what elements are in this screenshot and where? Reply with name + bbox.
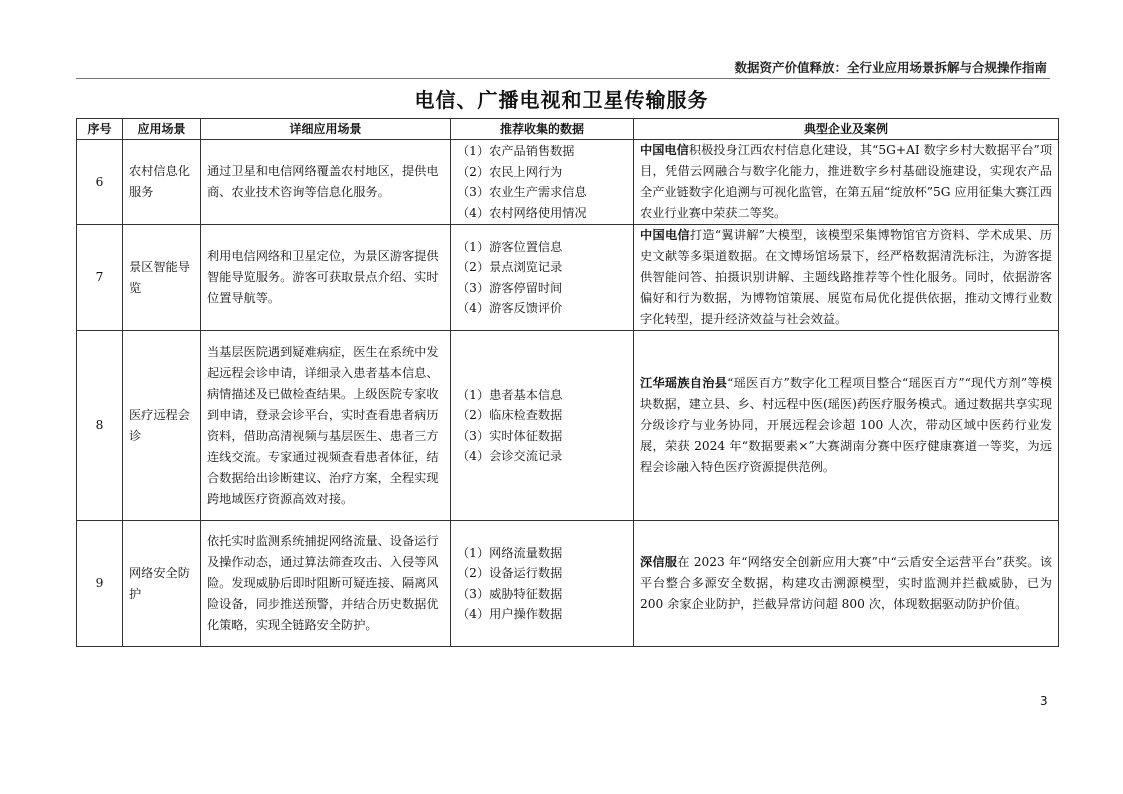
row-scene: 农村信息化服务: [123, 140, 201, 225]
header-divider: [76, 78, 1050, 79]
row-case: [634, 521, 1059, 647]
header-case: 典型企业及案例: [634, 119, 1059, 140]
case-text: 积极投身江西农村信息化建设，其“5G+AI 数字乡村大数据平台”项目，凭借云网融合与数字化能力，推进数字乡村基础设施建设，实现农产品全产业链数字化追溯与可视化监管，在第五届“绽放杯”5G 应用征集大赛江西农业行业赛中荣获二等奖。: [640, 143, 1053, 220]
row-data: [451, 140, 634, 225]
row-num: 9: [77, 521, 123, 647]
table-row: [77, 140, 1059, 225]
row-scene: 景区智能导览: [123, 225, 201, 331]
row-num: 6: [77, 140, 123, 225]
row-detail: 利用电信网络和卫星定位，为景区游客提供智能导览服务。游客可获取景点介绍、实时位置导航等。: [201, 225, 451, 331]
running-header: 数据资产价值释放：全行业应用场景拆解与合规操作指南: [734, 60, 1047, 75]
case-text: “瑶医百方”数字化工程项目整合“瑶医百方”“现代方剂”等模块数据，建立县、乡、村远程中医(瑶医)药医疗服务模式。通过数据共享实现分级诊疗与业务协同，开展远程会诊超 100 人次，带动区域中医药行业发展，荣获 2024 年“数据要素×”大赛湖南分赛中医疗健康赛道一等奖，为远程会诊融入特色医疗资源提供范例。: [640, 376, 1053, 474]
data-item: （3）农业生产需求信息: [457, 185, 587, 199]
row-data: [451, 521, 634, 647]
row-num: 8: [77, 331, 123, 521]
data-item: （3）实时体征数据: [457, 428, 563, 443]
row-detail: 当基层医院遇到疑难病症，医生在系统中发起远程会诊申请，详细录入患者基本信息、病情描述及已做检查结果。上级医院专家收到申请，登录会诊平台，实时查看患者病历资料，借助高清视频与基层医生、患者三方连线交流。专家通过视频查看患者体征，结合数据给出诊断建议、治疗方案，全程实现跨地域医疗资源高效对接。: [201, 331, 451, 521]
data-item: （2）农民上网行为: [457, 164, 563, 179]
page-title: 电信、广播电视和卫星传输服务: [414, 88, 709, 112]
data-item: （1）网络流量数据: [457, 545, 563, 560]
company-name: 中国电信: [640, 143, 689, 157]
data-item: （2）景点浏览记录: [457, 260, 563, 274]
header-data: 推荐收集的数据: [451, 119, 634, 140]
company-name: 江华瑶族自治县: [640, 376, 728, 390]
case-text: 在 2023 年“网络安全创新应用大赛”中“云盾安全运营平台”获奖。该平台整合多源安全数据，构建攻击溯源模型，实时监测并拦截威胁，已为 200 余家企业防护，拦截异常访问超 800 次，体现数据驱动防护价值。: [640, 555, 1053, 611]
row-case: [634, 331, 1059, 521]
data-item: （2）设备运行数据: [457, 566, 563, 580]
data-item: （4）农村网络使用情况: [457, 205, 587, 220]
company-name: 中国电信: [640, 228, 690, 242]
row-scene: 网络安全防护: [123, 521, 201, 647]
header-scene: 应用场景: [123, 119, 201, 140]
data-item: （3）威胁特征数据: [457, 586, 563, 601]
row-detail: 依托实时监测系统捕捉网络流量、设备运行及操作动态，通过算法筛查攻击、入侵等风险。发现威胁后即时阻断可疑连接、隔离风险设备，同步推送预警，并结合历史数据优化策略，实现全链路安全防护。: [201, 521, 451, 647]
table-row: [77, 521, 1059, 647]
data-item: （1）游客位置信息: [457, 239, 563, 254]
scenario-table: [76, 118, 1059, 647]
row-case: [634, 225, 1059, 331]
row-data: [451, 331, 634, 521]
data-item: （4）用户操作数据: [457, 607, 563, 621]
data-item: （4）会诊交流记录: [457, 449, 563, 463]
row-num: 7: [77, 225, 123, 331]
row-detail: 通过卫星和电信网络覆盖农村地区，提供电商、农业技术咨询等信息化服务。: [201, 140, 451, 225]
company-name: 深信服: [640, 555, 678, 569]
row-data: [451, 225, 634, 331]
data-item: （1）患者基本信息: [457, 387, 563, 402]
header-num: 序号: [77, 119, 123, 140]
page-number: 3: [1040, 694, 1048, 708]
case-text: 打造“翼讲解”大模型，该模型采集博物馆官方资料、学术成果、历史文献等多渠道数据。在文博场馆场景下，经严格数据清洗标注，为游客提供智能问答、拍摄识别讲解、主题线路推荐等个性化服务。同时，依据游客偏好和行为数据，为博物馆策展、展览布局优化提供依据，推动文博行业数字化转型，提升经济效益与社会效益。: [640, 228, 1052, 326]
data-item: （4）游客反馈评价: [457, 301, 563, 315]
row-scene: 医疗远程会诊: [123, 331, 201, 521]
data-item: （1）农产品销售数据: [457, 144, 575, 158]
header-detail: 详细应用场景: [201, 119, 451, 140]
table-row: [77, 225, 1059, 331]
table-row: [77, 331, 1059, 521]
table-header-row: [77, 119, 1059, 140]
row-case: [634, 140, 1059, 225]
data-item: （2）临床检查数据: [457, 408, 563, 422]
data-item: （3）游客停留时间: [457, 280, 563, 295]
